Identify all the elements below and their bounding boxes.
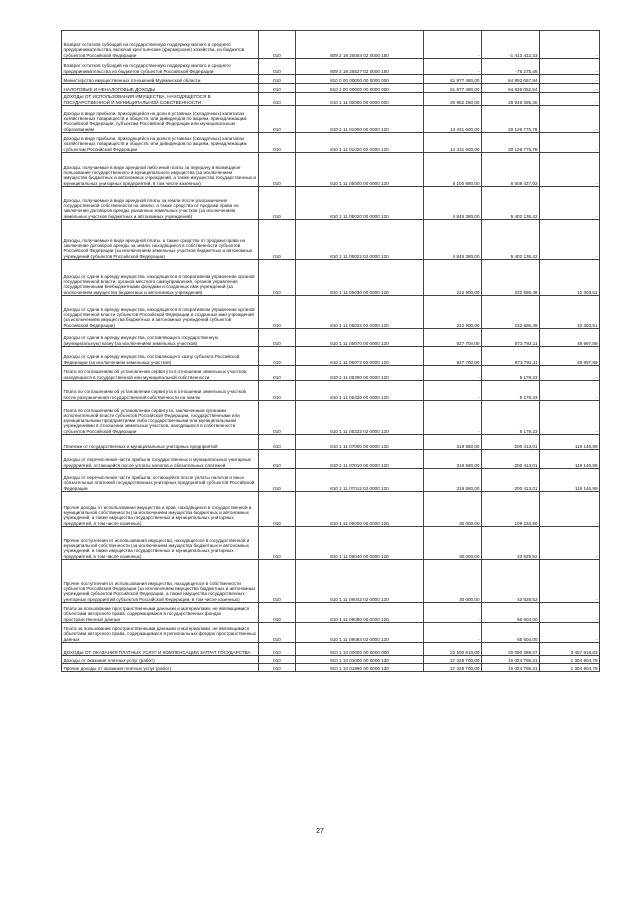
row-name: Министерство имущественных отношений Мурманской области — [62, 75, 259, 84]
executed-amount: 5 402 138,42 — [482, 220, 540, 260]
unexecuted-amount: 10 303,51 — [540, 296, 600, 329]
line-code: 010 — [259, 187, 296, 220]
unexecuted-amount: - — [540, 560, 600, 603]
unexecuted-amount: - — [540, 106, 600, 133]
approved-amount: 17 329 700,00 — [424, 656, 482, 664]
executed-amount: 200 413,01 — [482, 450, 540, 469]
approved-amount: 222 900,00 — [424, 296, 482, 329]
row-name: Прочие доходы от оказания платных услуг (работ) — [62, 664, 259, 672]
executed-amount: 6 508 427,02 — [482, 153, 540, 187]
line-code: 010 — [259, 492, 296, 527]
executed-amount: 64 892 657,84 — [482, 75, 540, 84]
budget-class-code: 810 1 11 05300 00 0000 120 — [296, 366, 424, 381]
unexecuted-amount: - — [540, 381, 600, 401]
executed-amount: 20 090 389,57 — [482, 643, 540, 656]
line-code: 010 — [259, 260, 296, 296]
budget-class-code: 810 1 11 01000 00 0000 120 — [296, 106, 424, 133]
line-code: 010 — [259, 133, 296, 153]
approved-amount: 22 500 810,00 — [424, 643, 482, 656]
row-name: Плата по соглашениям об установлении сервитута в отношении земельных участков, находящихся в государственной или муниципальной собственности — [62, 366, 259, 381]
unexecuted-amount: 1 304 904,79 — [540, 656, 600, 664]
budget-class-code: 810 1 11 07010 00 0000 120 — [296, 450, 424, 469]
budget-class-code: 810 1 11 05070 00 0000 120 — [296, 329, 424, 347]
line-code: 010 — [259, 623, 296, 643]
unexecuted-amount: 10 303,51 — [540, 260, 600, 296]
unexecuted-amount: 119 146,99 — [540, 469, 600, 492]
budget-class-code: 810 1 11 07000 00 0000 120 — [296, 435, 424, 450]
budget-class-code: 810 1 11 09040 00 0000 120 — [296, 527, 424, 560]
budget-class-code: 810 1 11 00000 00 0000 000 — [296, 93, 424, 106]
unexecuted-amount: - — [540, 153, 600, 187]
unexecuted-amount: 3 457 916,83 — [540, 643, 600, 656]
line-code: 010 — [259, 643, 296, 656]
budget-class-code: 810 1 11 01020 02 0000 120 — [296, 133, 424, 153]
approved-amount: 30 000,00 — [424, 527, 482, 560]
budget-class-code: 810 1 11 05020 00 0000 120 — [296, 187, 424, 220]
unexecuted-amount: - — [540, 492, 600, 527]
budget-class-code: 810 0 00 00000 00 0000 000 — [296, 75, 424, 84]
line-code: 010 — [259, 347, 296, 366]
unexecuted-amount: 119 146,99 — [540, 435, 600, 450]
unexecuted-amount: - — [540, 59, 600, 75]
line-code: 010 — [259, 401, 296, 435]
row-name: Платежи от государственных и муниципальных унитарных предприятий — [62, 435, 259, 450]
approved-amount: - — [424, 31, 482, 59]
line-code: 010 — [259, 469, 296, 492]
revenue-report-table — [61, 30, 599, 672]
row-name: Доходы от сдачи в аренду имущества, составляющего казну субъекта Российской Федерации (за исключением земельных участков) — [62, 347, 259, 366]
unexecuted-amount: 119 146,99 — [540, 450, 600, 469]
line-code: 010 — [259, 435, 296, 450]
unexecuted-amount: 48 997,89 — [540, 347, 600, 366]
table-row — [62, 31, 600, 59]
table-row — [62, 623, 600, 643]
line-code: 010 — [259, 329, 296, 347]
executed-amount: 26 946 395,30 — [482, 93, 540, 106]
table-row — [62, 59, 600, 75]
approved-amount: 30 000,00 — [424, 492, 482, 527]
approved-amount: 61 977 480,00 — [424, 84, 482, 93]
row-name: Прочие поступления от использования имущества, находящегося в собственности субъектов Российской Федерации (за исключением имущества бюджетных и автономных учреждений субъектов Российской Федерации, а также имущества государственных унитарных предприятий субъектов Российской Федерации, в том числе казенных) — [62, 560, 259, 603]
table-row — [62, 153, 600, 187]
table-row — [62, 296, 600, 329]
table-row — [62, 381, 600, 401]
budget-class-code: 810 1 11 09084 02 0000 120 — [296, 623, 424, 643]
executed-amount: 200 413,01 — [482, 435, 540, 450]
budget-class-code: 810 1 11 07012 02 0000 120 — [296, 469, 424, 492]
executed-amount: 5 402 138,42 — [482, 187, 540, 220]
executed-amount: 5 179,23 — [482, 366, 540, 381]
row-name: Доходы, получаемые в виде арендной либо иной платы за передачу в возмездное пользование государственного и муниципального имущества (за исключением имущества бюджетных и автономных учреждений, а также имущества государственных и муниципальных унитарных предприятий, в том числе казенных) — [62, 153, 259, 187]
line-code: 010 — [259, 106, 296, 133]
budget-class-code: 810 1 13 01000 00 0000 130 — [296, 656, 424, 664]
unexecuted-amount: - — [540, 133, 600, 153]
executed-amount: 200 413,01 — [482, 469, 540, 492]
row-name: Возврат остатков субсидий на государственную поддержку малого и среднего предпринимательства, включая крестьянские (фермерские) хозяйства, из бюджетов субъектов Российской Федерации — [62, 31, 259, 59]
unexecuted-amount: - — [540, 75, 600, 84]
budget-class-code: 810 1 11 05320 00 0000 120 — [296, 381, 424, 401]
approved-amount: 6 100 680,00 — [424, 153, 482, 187]
table-row — [62, 435, 600, 450]
line-code: 010 — [259, 656, 296, 664]
budget-class-code: 810 1 11 05000 00 0000 120 — [296, 153, 424, 187]
line-code: 010 — [259, 75, 296, 84]
line-code: 010 — [259, 153, 296, 187]
unexecuted-amount: - — [540, 366, 600, 381]
table-row — [62, 75, 600, 84]
table-row — [62, 401, 600, 435]
row-name: Доходы в виде прибыли, приходящейся на доли в уставных (складочных) капиталах хозяйственных товариществ и обществ, или дивидендов по акциям, принадлежащим Российской Федерации, субъектам Российской Федерации или муниципальным образованиям — [62, 106, 259, 133]
table-row — [62, 329, 600, 347]
approved-amount: - — [424, 381, 482, 401]
row-name: Возврат остатков субсидий на государственную поддержку малого и среднего предпринимательства из бюджетов субъектов Российской Федерации — [62, 59, 259, 75]
executed-amount: 64 835 052,54 — [482, 84, 540, 93]
row-name: Доходы от оказания платных услуг (работ) — [62, 656, 259, 664]
row-name: Доходы, получаемые в виде арендной платы за земли после разграничения государственной собственности на землю, а также средства от продажи права на заключение договоров аренды указанных земельных участков (за исключением земельных участков бюджетных и автономных учреждений) — [62, 187, 259, 220]
approved-amount: 14 431 600,00 — [424, 133, 482, 153]
table-row — [62, 220, 600, 260]
approved-amount: - — [424, 401, 482, 435]
executed-amount: 109 233,50 — [482, 492, 540, 527]
executed-amount: 16 024 795,21 — [482, 656, 540, 664]
executed-amount: 873 792,11 — [482, 347, 540, 366]
row-name: Доходы от сдачи в аренду имущества, находящегося в оперативном управлении органов государственной власти субъектов Российской Федерации и созданных ими учреждений (за исключением имущества бюджетных и автономных учреждений субъектов Российской Федерации) — [62, 296, 259, 329]
budget-class-code: 810 1 11 05030 00 0000 120 — [296, 260, 424, 296]
line-code: 010 — [259, 527, 296, 560]
row-name: Прочие поступления от использования имущества, находящегося в государственной и муниципальной собственности (за исключением имущества бюджетных и автономных учреждений, а также имущества государственных и муниципальных унитарных предприятий, в том числе казенных) — [62, 527, 259, 560]
row-name: Плата за пользование пространственными данными и материалами, не являющимися объектами авторского права, содержащимися в государственных фондах пространственных данных — [62, 603, 259, 623]
budget-class-code: 810 1 11 05072 02 0000 120 — [296, 347, 424, 366]
approved-amount: 20 882 280,00 — [424, 93, 482, 106]
line-code: 010 — [259, 381, 296, 401]
row-name: Доходы от перечисления части прибыли государственных и муниципальных унитарных предприятий, остающейся после уплаты налогов и обязательных платежей — [62, 450, 259, 469]
budget-class-code: 810 1 11 05022 02 0000 120 — [296, 220, 424, 260]
unexecuted-amount: 1 304 904,79 — [540, 664, 600, 672]
executed-amount: 16 024 795,21 — [482, 664, 540, 672]
unexecuted-amount: - — [540, 401, 600, 435]
unexecuted-amount: - — [540, 93, 600, 106]
table-row — [62, 366, 600, 381]
budget-class-code: 810 1 13 01990 00 0000 130 — [296, 664, 424, 672]
approved-amount: 14 431 600,00 — [424, 106, 482, 133]
line-code: 010 — [259, 220, 296, 260]
approved-amount: 927 700,00 — [424, 347, 482, 366]
row-name: Плата по соглашениям об установлении сервитута, заключенным органами исполнительной власти субъектов Российской Федерации, государственными или муниципальными предприятиями либо государственными или муниципальными учреждениями в отношении земельных участков, находящихся в собственности субъектов Российской Федерации — [62, 401, 259, 435]
line-code: 010 — [259, 59, 296, 75]
executed-amount: 20 126 775,78 — [482, 133, 540, 153]
approved-amount: 319 580,00 — [424, 435, 482, 450]
budget-class-code: 810 1 11 09042 02 0000 120 — [296, 560, 424, 603]
line-code: 010 — [259, 603, 296, 623]
executed-amount: -1 413 412,33 — [482, 31, 540, 59]
row-name: ДОХОДЫ ОТ ИСПОЛЬЗОВАНИЯ ИМУЩЕСТВА, НАХОДЯЩЕГОСЯ В ГОСУДАРСТВЕННОЙ И МУНИЦИПАЛЬНОЙ СОБСТВЕННОСТИ — [62, 93, 259, 106]
table-row — [62, 133, 600, 153]
executed-amount: 43 629,52 — [482, 527, 540, 560]
budget-class-code: 810 1 13 00000 00 0000 000 — [296, 643, 424, 656]
table-row — [62, 656, 600, 664]
unexecuted-amount: - — [540, 31, 600, 59]
table-row — [62, 527, 600, 560]
executed-amount: 873 792,11 — [482, 329, 540, 347]
line-code: 010 — [259, 664, 296, 672]
executed-amount: 20 126 775,78 — [482, 106, 540, 133]
row-name: Доходы от перечисления части прибыли, остающейся после уплаты налогов и иных обязательных платежей государственных унитарных предприятий субъектов Российской Федерации — [62, 469, 259, 492]
budget-class-code: 810 1 11 05322 02 0000 120 — [296, 401, 424, 435]
unexecuted-amount: - — [540, 220, 600, 260]
row-name: ДОХОДЫ ОТ ОКАЗАНИЯ ПЛАТНЫХ УСЛУГ И КОМПЕНСАЦИИ ЗАТРАТ ГОСУДАРСТВА — [62, 643, 259, 656]
approved-amount: 319 580,00 — [424, 469, 482, 492]
budget-class-code: 810 1 11 05032 02 0000 120 — [296, 296, 424, 329]
executed-amount: 5 179,23 — [482, 401, 540, 435]
table-row — [62, 106, 600, 133]
budget-class-code: 810 1 11 09080 00 0000 120 — [296, 603, 424, 623]
row-name: Прочие доходы от использования имущества и прав, находящихся в государственной и муниципальной собственности (за исключением имущества бюджетных и автономных учреждений, а также имущества государственных и муниципальных унитарных предприятий, в том числе казенных) — [62, 492, 259, 527]
approved-amount: - — [424, 603, 482, 623]
unexecuted-amount: - — [540, 603, 600, 623]
table-row — [62, 347, 600, 366]
table-row — [62, 469, 600, 492]
approved-amount: - — [424, 623, 482, 643]
unexecuted-amount: 48 997,89 — [540, 329, 600, 347]
executed-amount: 232 596,49 — [482, 296, 540, 329]
table-row — [62, 84, 600, 93]
page-number: 27 — [316, 828, 324, 835]
approved-amount: 61 977 480,00 — [424, 75, 482, 84]
executed-amount: 43 629,52 — [482, 560, 540, 603]
budget-class-code: 809 2 19 25527 02 0000 150 — [296, 59, 424, 75]
line-code: 010 — [259, 560, 296, 603]
budget-class-code: 809 2 19 25064 02 0000 150 — [296, 31, 424, 59]
unexecuted-amount: - — [540, 84, 600, 93]
line-code: 010 — [259, 366, 296, 381]
unexecuted-amount: - — [540, 187, 600, 220]
row-name: Доходы, получаемые в виде арендной платы, а также средства от продажи права на заключение договоров аренды за земли, находящиеся в собственности субъектов Российской Федерации (за исключением земельных участков бюджетных и автономных учреждений субъектов Российской Федерации) — [62, 220, 259, 260]
row-name: Доходы в виде прибыли, приходящейся на доли в уставных (складочных) капиталах хозяйственных товариществ и обществ, или дивидендов по акциям, принадлежащим субъектам Российской Федерации — [62, 133, 259, 153]
unexecuted-amount: - — [540, 527, 600, 560]
row-name: Доходы от сдачи в аренду имущества, составляющего государственную (муниципальную) казну (за исключением земельных участков) — [62, 329, 259, 347]
approved-amount: 30 000,00 — [424, 560, 482, 603]
table-row — [62, 187, 600, 220]
approved-amount: 222 900,00 — [424, 260, 482, 296]
table-row — [62, 260, 600, 296]
table-row — [62, 560, 600, 603]
approved-amount: 4 846 380,00 — [424, 220, 482, 260]
row-name: Доходы от сдачи в аренду имущества, находящегося в оперативном управлении органов государственной власти, органов местного самоуправления, органов управления государственными внебюджетными фондами и созданных ими учреждений (за исключением имущества бюджетных и автономных учреждений) — [62, 260, 259, 296]
table-row — [62, 492, 600, 527]
line-code: 010 — [259, 31, 296, 59]
approved-amount: 927 700,00 — [424, 329, 482, 347]
executed-amount: 232 596,49 — [482, 260, 540, 296]
line-code: 010 — [259, 84, 296, 93]
table-row — [62, 603, 600, 623]
row-name: Плата за пользование пространственными данными и материалами, не являющимися объектами авторского права, содержащимися в региональных фондах пространственных данных — [62, 623, 259, 643]
executed-amount: 5 179,23 — [482, 381, 540, 401]
approved-amount: 17 329 700,00 — [424, 664, 482, 672]
executed-amount: 65 604,00 — [482, 623, 540, 643]
approved-amount: - — [424, 59, 482, 75]
budget-class-code: 810 1 00 00000 00 0000 000 — [296, 84, 424, 93]
table-row — [62, 643, 600, 656]
table-row — [62, 664, 600, 672]
approved-amount: 319 580,00 — [424, 450, 482, 469]
line-code: 010 — [259, 296, 296, 329]
approved-amount: - — [424, 366, 482, 381]
row-name: НАЛОГОВЫЕ И НЕНАЛОГОВЫЕ ДОХОДЫ — [62, 84, 259, 93]
line-code: 010 — [259, 93, 296, 106]
table-row — [62, 450, 600, 469]
line-code: 010 — [259, 450, 296, 469]
unexecuted-amount: - — [540, 623, 600, 643]
executed-amount: -75 275,46 — [482, 59, 540, 75]
table-row — [62, 93, 600, 106]
row-name: Плата по соглашениям об установлении сервитута в отношении земельных участков после разграничения государственной собственности на землю — [62, 381, 259, 401]
executed-amount: 65 604,00 — [482, 603, 540, 623]
budget-class-code: 810 1 11 09000 00 0000 120 — [296, 492, 424, 527]
approved-amount: 4 846 380,00 — [424, 187, 482, 220]
